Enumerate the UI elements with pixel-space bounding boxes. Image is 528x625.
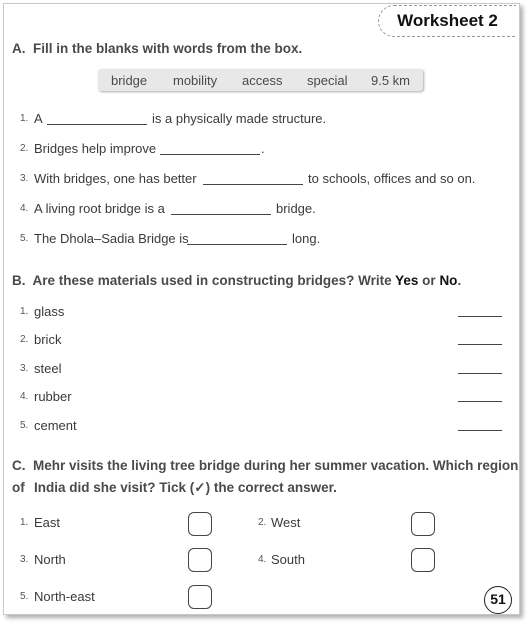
- option-number: 1.: [20, 517, 29, 528]
- option-label: West: [271, 515, 301, 530]
- sentence-start: With bridges, one has better: [34, 171, 197, 186]
- sentence-end: .: [261, 141, 265, 156]
- word-box-item: bridge: [111, 73, 148, 88]
- option-label: North: [34, 552, 66, 567]
- heading-period: .: [457, 273, 462, 288]
- fill-blank[interactable]: [203, 184, 303, 185]
- material-item: brick: [34, 332, 62, 347]
- tick-box-east[interactable]: [188, 512, 212, 536]
- section-c-letter: C.: [12, 458, 26, 473]
- word-box-item: mobility: [173, 73, 218, 88]
- answer-line[interactable]: [458, 373, 502, 374]
- item-number: 4.: [20, 391, 29, 402]
- item-number: 5.: [20, 233, 29, 244]
- section-b-letter: B.: [12, 273, 26, 288]
- material-item: cement: [34, 418, 77, 433]
- option-label: South: [271, 552, 305, 567]
- section-a-letter: A.: [12, 41, 26, 56]
- option-number: 2.: [258, 517, 267, 528]
- answer-line[interactable]: [458, 344, 502, 345]
- sentence-end: bridge.: [276, 201, 316, 216]
- section-c-question-line2: India did she visit? Tick (✓) the correct answer.: [34, 480, 337, 495]
- tick-box-north-east[interactable]: [188, 585, 212, 609]
- item-number: 3.: [20, 173, 29, 184]
- item-number: 2.: [20, 334, 29, 345]
- word-box: [98, 69, 423, 91]
- worksheet-title: Worksheet 2: [397, 11, 498, 30]
- item-number: 5.: [20, 420, 29, 431]
- item-number: 4.: [20, 203, 29, 214]
- option-number: 4.: [258, 554, 267, 565]
- fill-blank[interactable]: [160, 154, 260, 155]
- sentence-start: A living root bridge is a: [34, 201, 165, 216]
- item-number: 1.: [20, 113, 29, 124]
- sentence-start: Bridges help improve: [34, 141, 157, 156]
- option-label: North-east: [34, 589, 95, 604]
- section-a-instruction: Fill in the blanks with words from the box.: [33, 41, 303, 56]
- item-number: 3.: [20, 363, 29, 374]
- option-number: 3.: [20, 554, 29, 565]
- section-b-heading: [12, 270, 461, 292]
- sentence-end: to schools, offices and so on.: [308, 171, 476, 186]
- fill-blank[interactable]: [47, 124, 147, 125]
- section-c-heading-line2: [34, 477, 337, 499]
- word-box-item: access: [242, 73, 283, 88]
- answer-line[interactable]: [458, 316, 502, 317]
- material-item: steel: [34, 361, 62, 376]
- item-number: 2.: [20, 143, 29, 154]
- fill-blank[interactable]: [171, 214, 271, 215]
- sentence-start: The Dhola–Sadia Bridge is: [34, 231, 189, 246]
- page-number: 51: [484, 586, 512, 614]
- tick-box-south[interactable]: [411, 548, 435, 572]
- answer-yes-label: Yes: [395, 273, 419, 288]
- sentence-end: is a physically made structure.: [152, 111, 327, 126]
- answer-line[interactable]: [458, 430, 502, 431]
- tick-box-north[interactable]: [188, 548, 212, 572]
- sentence-end: long.: [292, 231, 321, 246]
- option-label: East: [34, 515, 61, 530]
- sentence-start: A: [34, 111, 43, 126]
- word-box-item: 9.5 km: [371, 73, 411, 88]
- or-label: or: [422, 273, 436, 288]
- word-box-item: special: [307, 73, 348, 88]
- answer-no-label: No: [439, 273, 458, 288]
- section-c-question-line1: Mehr visits the living tree bridge during her summer vacation. Which region of: [12, 458, 519, 495]
- worksheet-title-tab: [378, 5, 516, 37]
- material-item: rubber: [34, 389, 72, 404]
- option-number: 5.: [20, 591, 29, 602]
- answer-line[interactable]: [458, 401, 502, 402]
- tick-box-west[interactable]: [411, 512, 435, 536]
- section-b-instruction: Are these materials used in constructing bridges? Write: [32, 273, 392, 288]
- fill-blank[interactable]: [187, 244, 287, 245]
- item-number: 1.: [20, 306, 29, 317]
- material-item: glass: [34, 304, 65, 319]
- section-a-heading: [12, 38, 302, 60]
